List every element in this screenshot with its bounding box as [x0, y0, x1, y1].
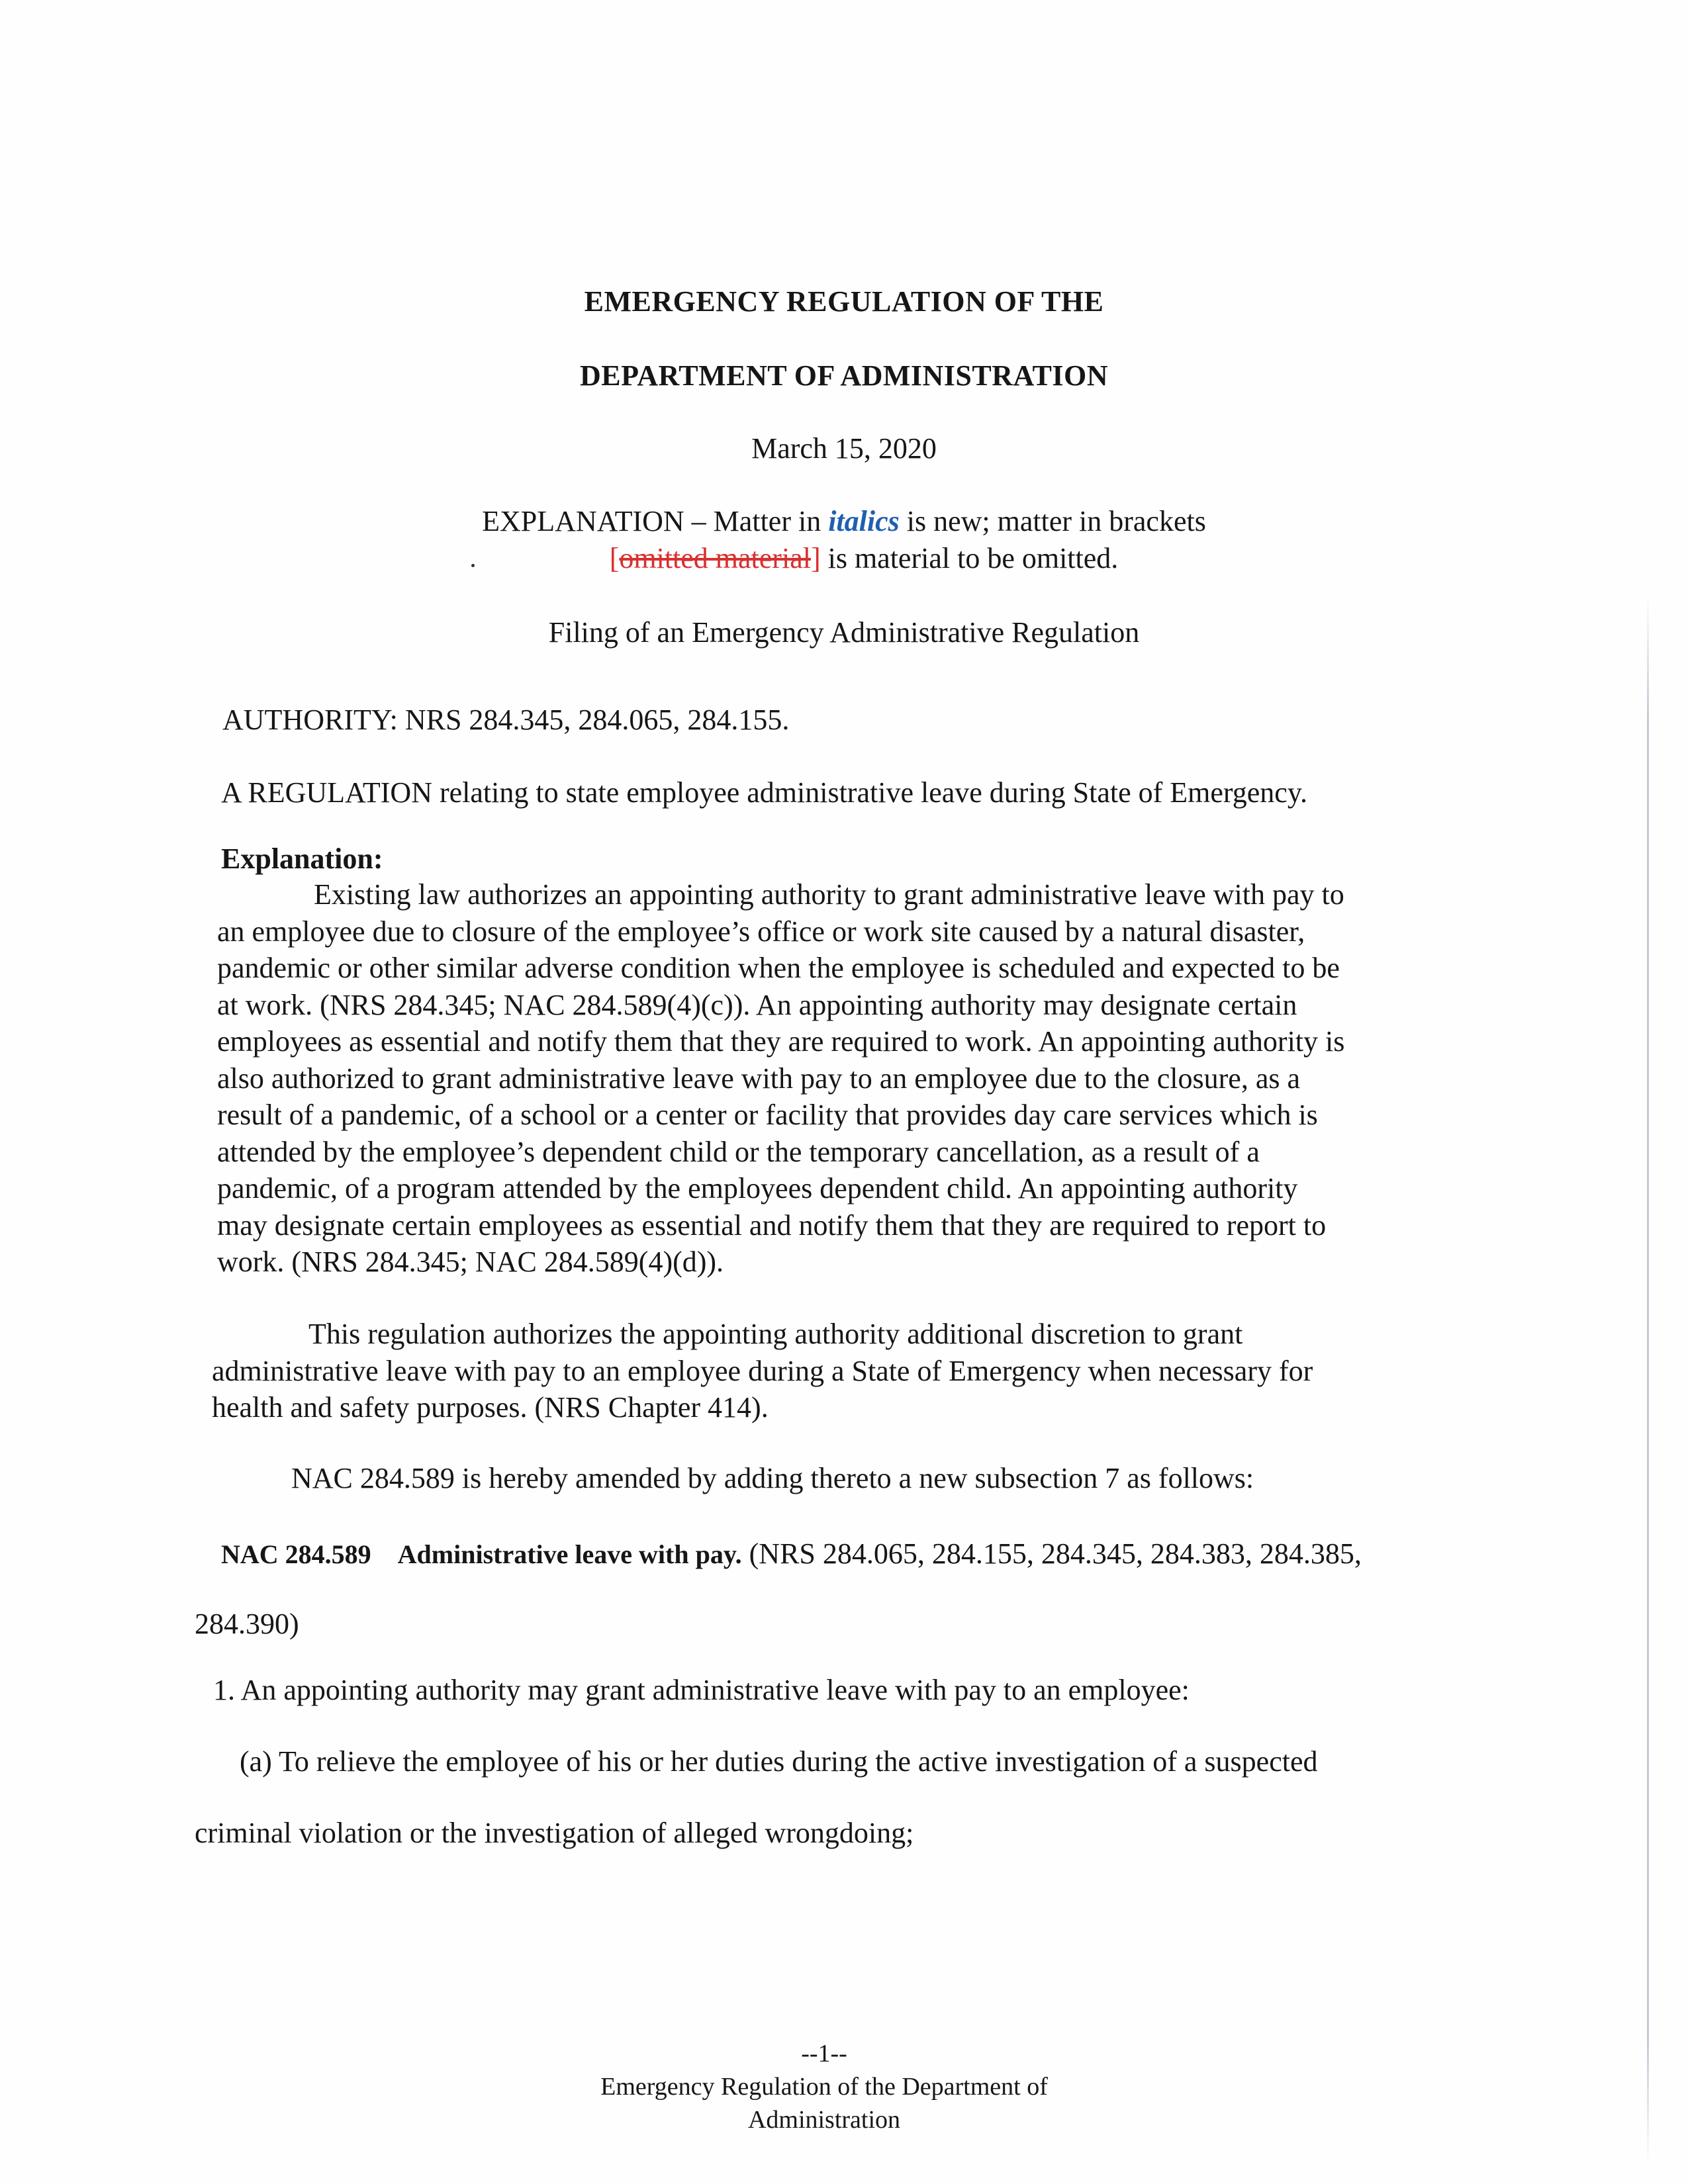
explanation-line: result of a pandemic, of a school or a center or facility that provides day care services which is	[217, 1099, 1318, 1131]
explanation-line: an employee due to closure of the employee’s office or work site caused by a natural disaster,	[217, 915, 1305, 948]
explanation-note-line1	[0, 504, 1688, 538]
explanation-line: at work. (NRS 284.345; NAC 284.589(4)(c)). An appointing authority may designate certain	[217, 988, 1297, 1021]
document-title-line2: DEPARTMENT OF ADMINISTRATION	[579, 359, 1108, 392]
explanation-heading: Explanation:	[221, 842, 383, 875]
page-number: --1--	[801, 2040, 847, 2068]
scan-edge-line	[1647, 596, 1649, 2164]
explanation-note-suffix: is material to be omitted.	[820, 542, 1119, 574]
footer-line1: Emergency Regulation of the Department of	[600, 2073, 1048, 2101]
explanation-line: may designate certain employees as essential and notify them that they are required to report to	[217, 1208, 1327, 1242]
section-refs: (NRS 284.065, 284.155, 284.345, 284.383, 284.385,	[741, 1537, 1362, 1570]
authority-line: AUTHORITY: NRS 284.345, 284.065, 284.155.	[222, 704, 790, 736]
footer-line2: Administration	[747, 2106, 901, 2134]
explanation-line: pandemic, of a program attended by the employees dependent child. An appointing authority	[217, 1172, 1298, 1205]
authorization-line: This regulation authorizes the appointing authority additional discretion to grant	[308, 1318, 1243, 1350]
explanation-line: Existing law authorizes an appointing authority to grant administrative leave with pay to	[314, 878, 1344, 911]
explanation-note-line2	[20, 541, 1688, 575]
section-refs-continued: 284.390)	[195, 1608, 299, 1640]
explanation-line: also authorized to grant administrative leave with pay to an employee due to the closure, as a	[217, 1062, 1301, 1095]
scan-speck	[471, 564, 475, 567]
explanation-line: work. (NRS 284.345; NAC 284.589(4)(d)).	[217, 1246, 724, 1278]
document-title-line1: EMERGENCY REGULATION OF THE	[584, 285, 1104, 318]
item-a-line2: criminal violation or the investigation of alleged wrongdoing;	[195, 1817, 914, 1849]
italics-sample: italics	[828, 505, 900, 537]
explanation-paragraph	[217, 876, 1344, 1281]
omitted-sample: omitted material	[619, 542, 811, 574]
authorization-line: administrative leave with pay to an employee during a State of Emergency when necessary for	[212, 1354, 1313, 1387]
subsection-1: 1. An appointing authority may grant administrative leave with pay to an employee:	[213, 1674, 1190, 1706]
explanation-note-middle: is new; matter in brackets	[899, 505, 1206, 537]
filing-heading: Filing of an Emergency Administrative Regulation	[548, 616, 1140, 649]
footer	[0, 2037, 1648, 2136]
bracket-close: ]	[810, 542, 821, 574]
section-title: Administrative leave with pay.	[397, 1539, 742, 1569]
explanation-line: pandemic or other similar adverse condition when the employee is scheduled and expected to be	[217, 952, 1340, 984]
authorization-line: health and safety purposes. (NRS Chapter 414).	[212, 1391, 769, 1424]
explanation-line: employees as essential and notify them that they are required to work. An appointing authority is	[217, 1025, 1345, 1058]
regulation-line: A REGULATION relating to state employee administrative leave during State of Emergency.	[221, 776, 1307, 809]
explanation-line: attended by the employee’s dependent child or the temporary cancellation, as a result of a	[217, 1135, 1260, 1168]
section-heading	[221, 1537, 1362, 1570]
authorization-paragraph	[212, 1316, 1313, 1426]
bracket-open: [	[609, 542, 620, 574]
document-date: March 15, 2020	[751, 432, 937, 465]
amendment-statement: NAC 284.589 is hereby amended by adding thereto a new subsection 7 as follows:	[291, 1462, 1254, 1494]
explanation-note-prefix: EXPLANATION – Matter in	[482, 505, 829, 537]
section-number: NAC 284.589	[221, 1539, 371, 1569]
item-a-line1: (a) To relieve the employee of his or her duties during the active investigation of a suspected	[240, 1745, 1318, 1778]
